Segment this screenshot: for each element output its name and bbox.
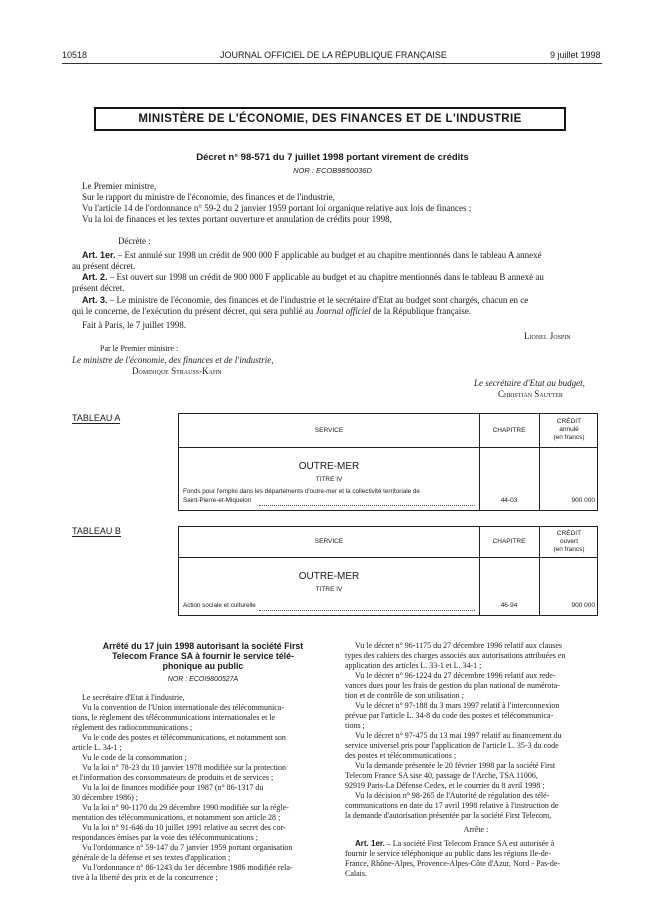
arrete-right-lines	[345, 641, 607, 821]
tableau-b-col-credit-sub2: (en francs)	[553, 546, 585, 553]
arrete-text-line: tion et de contrôle de son utilisation ;	[345, 691, 464, 700]
arrete-text-line: respondances émises par la voie des télécommunications ;	[72, 833, 258, 842]
arrete-left-lines	[72, 693, 334, 883]
article-1	[82, 250, 542, 261]
tableau-a-col-chapitre: CHAPITRE	[492, 427, 526, 434]
secretary-name: Christian Sautter	[498, 389, 563, 399]
tableau-a	[178, 413, 598, 511]
tableau-a-heading: OUTRE-MER	[298, 461, 360, 472]
tableau-b-row-text: Action sociale et culturelle	[183, 602, 256, 609]
minister-name: Dominique Strauss-Kahn	[132, 366, 222, 376]
arrete-word: Arrête :	[463, 825, 489, 834]
tableau-b-col-service: SERVICE	[314, 538, 344, 545]
tableau-b-leader	[259, 610, 475, 611]
page-number: 10518	[62, 50, 88, 60]
arrete-title-line: Arrêté du 17 juin 1998 autorisant la société First	[102, 641, 304, 651]
arrete-text-line: service universel pris pour l'application de l'article L. 35-3 du code	[345, 741, 559, 750]
decret-nor: NOR : ECOB9850036D	[293, 166, 372, 175]
tableau-a-col-service: SERVICE	[314, 427, 344, 434]
tableau-a-leader	[259, 505, 475, 506]
arrete-text-line: types des cahiers des charges associés aux autorisations attribuées en	[345, 651, 566, 660]
arrete-text-line: Vu l'ordonnance n° 59-147 du 7 janvier 1959 portant organisation	[82, 843, 293, 852]
tableau-b-heading: OUTRE-MER	[298, 571, 360, 582]
issue-date: 9 juillet 1998	[550, 50, 601, 60]
arrete-text-line: Vu la demande présentée le 20 février 1998 par la société First	[355, 761, 556, 770]
arrete-text-line: 30 décembre 1986) ;	[72, 793, 138, 802]
arrete-text-line: article L. 34-1 ;	[72, 743, 122, 752]
tableau-b-subheading: TITRE IV	[315, 586, 343, 593]
tableau-a-chapitre: 44-03	[500, 497, 518, 504]
tableau-a-header	[179, 414, 597, 448]
article-3-continuation	[72, 306, 471, 317]
article-3-cont1: qui le concerne, de l'exécution du présent décret, qui sera publié au	[72, 306, 316, 316]
arrete-text-line: des postes et télécommunications ;	[345, 751, 457, 760]
arrete-text-line: mentation des télécommunications, et notamment son article 28 ;	[72, 813, 281, 822]
minister-title: Le ministre de l'économie, des finances et de l'industrie,	[72, 355, 274, 365]
arrete-text-line: Vu le code des postes et télécommunications, et notamment son	[82, 733, 286, 742]
decret-line: Vu l'article 14 de l'ordonnance n° 59-2 du 2 janvier 1959 portant loi organique relative aux lois de finances ;	[82, 203, 472, 213]
arrete-article-1-text: – La société First Telecom France SA est autorisée à	[384, 839, 555, 848]
tableau-b-label: TABLEAU B	[72, 526, 121, 536]
arrete-text-line: prévue par l'article L. 34-8 du code des postes et télécommunica-	[345, 711, 554, 720]
arrete-text-line: Vu le décret n° 97-188 du 3 mars 1997 relatif à l'interconnexion	[355, 701, 560, 710]
arrete-text-line: tive à la liberté des prix et de la concurrence ;	[72, 873, 218, 882]
article-2-label: Art. 2.	[82, 272, 108, 282]
arrete-text-line: communications en date du 17 avril 1998 relative à l'instruction de	[345, 801, 559, 810]
article-1-label: Art. 1er.	[82, 250, 116, 260]
arrete-title-line: phonique au public	[162, 661, 244, 671]
tableau-b-chapitre: 46-94	[500, 602, 518, 609]
arrete-text-line: Vu la décision n° 98-265 de l'Autorité de régulation des télé-	[355, 791, 550, 800]
tableau-b-montant: 900 000	[571, 602, 595, 609]
article-3-text: – Le ministre de l'économie, des finances et de l'industrie et le secrétaire d'Etat au budget sont chargés, chacun en ce	[107, 295, 529, 305]
arrete-right-column	[345, 641, 607, 879]
arrete-text-line: Vu le code de la consommation ;	[82, 753, 187, 762]
by-pm: Par le Premier ministre :	[100, 344, 179, 353]
tableau-b-col-chapitre: CHAPITRE	[492, 538, 526, 545]
tableau-a-montant: 900 000	[571, 497, 595, 504]
arrete-text-line: Vu la convention de l'Union internationale des télécommunica-	[82, 703, 285, 712]
tableau-b-col-credit-sub1: ouvert	[559, 538, 579, 545]
arrete-article-1-line: Calais.	[345, 869, 367, 878]
arrete-nor: NOR : ECOI9800527A	[167, 676, 239, 683]
ministry-banner: MINISTÈRE DE L'ÉCONOMIE, DES FINANCES ET DE L'INDUSTRIE	[94, 107, 566, 131]
tableau-b-col-credit: CRÉDIT	[556, 530, 582, 537]
arrete-text-line: Vu le décret n° 97-475 du 13 mai 1997 relatif au financement du	[355, 731, 562, 740]
arrete-text-line: la demande d'autorisation présentée par la société First Telecom,	[345, 811, 552, 820]
arrete-text-line: Vu le décret n° 96-1175 du 27 décembre 1996 relatif aux clauses	[355, 641, 563, 650]
arrete-text-line: Vu la loi n° 78-23 du 10 janvier 1978 modifiée sur la protection	[82, 763, 287, 772]
arrete-text-line: vances dues pour les frais de gestion du plan national de numérota-	[345, 681, 560, 690]
tableau-b-header	[179, 527, 597, 558]
decret-line: Sur le rapport du ministre de l'économie, des finances et de l'industrie,	[82, 192, 335, 202]
article-3	[82, 295, 528, 306]
article-1-continuation: au présent décret.	[72, 261, 136, 271]
tableau-a-row-text2: Saint-Pierre-et-Miquelon	[183, 497, 252, 504]
tableau-a-label: TABLEAU A	[72, 413, 121, 423]
arrete-text-line: 92919 Paris-La Défense Cedex, et le courrier du 8 avril 1998 ;	[345, 781, 545, 790]
tableau-a-col-credit: CRÉDIT	[556, 418, 582, 425]
article-3-cont2: de la République française.	[370, 306, 471, 316]
arrete-text-line: tions, le règlement des télécommunications internationales et le	[72, 713, 276, 722]
arrete-text-line: Vu la loi n° 90-1170 du 29 décembre 1990 modifiée sur la régle-	[82, 803, 289, 812]
arrete-text-line: Vu la loi n° 91-646 du 10 juillet 1991 relative au secret des cor-	[82, 823, 286, 832]
arrete-text-line: générale de la défense et ses textes d'application ;	[72, 853, 231, 862]
arrete-text-line: application des articles L. 33-1 et L. 34-1 ;	[345, 661, 482, 670]
arrete-text-line: et l'information des consommateurs de produits et de services ;	[72, 773, 274, 782]
arrete-text-line: Telecom France SA sise 40, passage de l'Arche, TSA 11006,	[345, 771, 538, 780]
article-2-text: – Est ouvert sur 1998 un crédit de 900 000 F applicable au budget et au chapitre mentionnés dans le tableau B annexé au	[107, 272, 544, 282]
arrete-article-1-line: France, Rhône-Alpes, Provence-Alpes-Côte d'Azur, Nord - Pas-de-	[345, 859, 561, 868]
arrete-text-line: Le secrétaire d'Etat à l'industrie,	[82, 693, 185, 702]
tableau-a-col-credit-sub1: annulé	[559, 426, 579, 433]
signature-pm: Lionel Jospin	[524, 331, 571, 341]
arrete-title-line: Telecom France SA à fournir le service télé-	[112, 651, 294, 661]
journal-title: JOURNAL OFFICIEL DE LA RÉPUBLIQUE FRANÇAISE	[220, 50, 447, 60]
tableau-a-row-text1: Fonds pour l'emploi dans les départements d'outre-mer et la collectivité territoriale de	[183, 488, 420, 495]
decret-line: Vu la loi de finances et les textes portant ouverture et annulation de crédits pour 1998,	[82, 214, 392, 224]
arrete-text-line: Vu la loi de finances modifiée pour 1987 (n° 86-1317 du	[82, 783, 264, 792]
decret-title: Décret n° 98-571 du 7 juillet 1998 portant virement de crédits	[196, 152, 469, 163]
arrete-text-line: règlement des radiocommunications ;	[72, 723, 193, 732]
header-rule	[62, 63, 602, 64]
decrete-word: Décrète :	[118, 236, 151, 246]
done-at: Fait à Paris, le 7 juillet 1998.	[82, 320, 186, 330]
arrete-left-column	[72, 641, 334, 883]
arrete-article-1	[345, 839, 607, 849]
decret-line: Le Premier ministre,	[82, 181, 157, 191]
arrete-article-1-line: fournir le service téléphonique au public dans les régions Ile-de-	[345, 849, 551, 858]
arrete-article-1-label: Art. 1er.	[355, 839, 385, 848]
tableau-a-divider	[539, 414, 540, 510]
tableau-a-divider	[479, 414, 480, 510]
article-3-label: Art. 3.	[82, 295, 108, 305]
article-1-text: – Est annulé sur 1998 un crédit de 900 000 F applicable au budget et au chapitre mentionnés dans le tableau A annexé	[115, 250, 542, 260]
article-2-continuation: présent décret.	[72, 283, 125, 293]
arrete-text-line: tions ;	[345, 721, 365, 730]
arrete-text-line: Vu l'ordonnance n° 86-1243 du 1er décembre 1986 modifiée rela-	[82, 863, 293, 872]
article-2	[82, 272, 544, 283]
tableau-b	[178, 526, 598, 616]
tableau-a-subheading: TITRE IV	[315, 476, 343, 483]
secretary-title: Le secrétaire d'Etat au budget,	[474, 378, 585, 388]
tableau-a-col-credit-sub2: (en francs)	[553, 434, 585, 441]
arrete-text-line: Vu le décret n° 96-1224 du 27 décembre 1996 relatif aux rede-	[355, 671, 556, 680]
journal-officiel-ref: Journal officiel	[315, 306, 371, 316]
